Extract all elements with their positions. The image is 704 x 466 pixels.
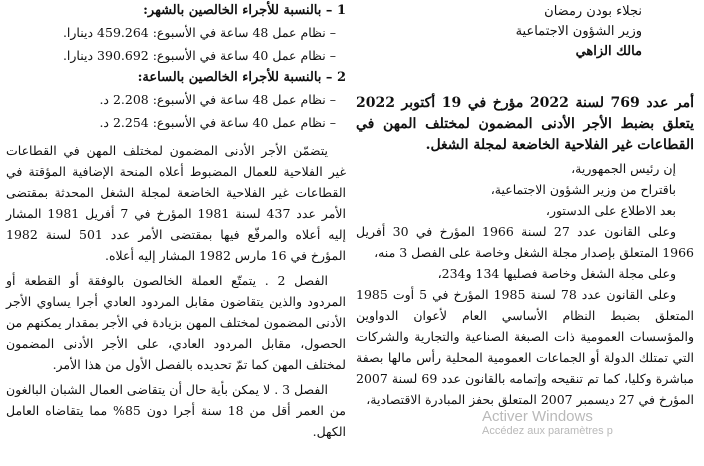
decree-column — [356, 0, 694, 410]
decree-title: أمر عدد 769 لسنة 2022 مؤرخ في 19 أكتوبر 2022 يتعلق بضبط الأجر الأدنى المضمون لمختلف المهن في القطاعات غير الفلاحية الخاضعة لمجلة الشغل. — [356, 95, 694, 153]
preamble — [356, 158, 694, 410]
signature-block — [356, 3, 694, 60]
includes-paragraph: يتضمّن الأجر الأدنى المضمون لمختلف المهن في القطاعات غير الفلاحية للعمال المضبوط أعلاه المنحة الإضافية المؤقتة في القطاعات غير الفلاحية الخاضعة لمجلة الشغل المحدثة بمقتضى الأمر عدد 437 لسنة 1981 المؤرخ في 7 أفريل 1981 المشار إليه أعلاه والمرفّع فيها بمقتضى الأمر عدد 501 لسنة 1982 المؤرخ في 16 مارس 1982 المشار إليه أعلاه. — [6, 143, 346, 263]
preamble-line: باقتراح من وزير الشؤون الاجتماعية، — [490, 182, 676, 197]
activation-watermark — [482, 408, 613, 437]
monthly-heading: 1 – بالنسبة للأجراء الخالصين بالشهر: — [143, 3, 346, 18]
preamble-line: وعلى القانون عدد 78 لسنة 1985 المؤرخ في 5 أوت 1985 المتعلق بضبط النظام الأساسي العام لأعوان الدواوين والمؤسسات العمومية ذات الصبغة الصناعية والتجارية والشركات التي تمتلك الدولة أو الجماعات العمومية المحلية رأس مالها بصفة مباشرة وكليا، كما تم تنقيحه وإتمامه بالقانون عدد 69 لسنة 2007 المؤرخ في 27 ديسمبر 2007 المتعلق بحفز المبادرة الاقتصادية، — [356, 287, 694, 407]
preamble-line: وعلى القانون عدد 27 لسنة 1966 المؤرخ في 30 أفريل 1966 المتعلق بإصدار مجلة الشغل وخاصة على الفصل 3 منه، — [356, 224, 694, 260]
watermark-line-1: Activer Windows — [482, 408, 593, 425]
monthly-section — [6, 0, 346, 67]
article-3: الفصل 3 . لا يمكن بأية حال أن يتقاضى العمال الشبان البالغون من العمر أقل من 18 سنة أجرا دون 85% مما يتقاضاه العامل الكهل. — [6, 382, 346, 439]
preamble-line: بعد الاطلاع على الدستور، — [545, 203, 676, 218]
signature-author: نجلاء بودن رمضان — [544, 4, 642, 19]
hourly-section — [6, 67, 346, 134]
articles-column — [6, 0, 346, 442]
preamble-line: إن رئيس الجمهورية، — [571, 161, 676, 176]
monthly-item: – نظام عمل 48 ساعة في الأسبوع: 459.264 دينارا. — [6, 21, 346, 44]
article-2: الفصل 2 . يتمتّع العملة الخالصون بالوفقة أو القطعة أو المردود والذين يتقاضون مقابل المردود العادي أجرا يساوي الأجر الأدنى المضمون لمختلف المهن بزيادة في الأجر بمقدار يمكنهم من الحصول، مقابل المردود العادي، على الأجر الأدنى المضمون لمختلف المهن كما تمّ تحديده بالفصل الأول من هذا الأمر. — [6, 273, 346, 372]
watermark-line-2: Accédez aux paramètres p — [482, 425, 613, 437]
preamble-line: وعلى مجلة الشغل وخاصة فصليها 134 و234، — [437, 266, 676, 281]
hourly-item: – نظام عمل 40 ساعة في الأسبوع: 2.254 د. — [6, 111, 346, 134]
signature-role: وزير الشؤون الاجتماعية — [515, 24, 642, 39]
hourly-item: – نظام عمل 48 ساعة في الأسبوع: 2.208 د. — [6, 88, 346, 111]
hourly-heading: 2 – بالنسبة للأجراء الخالصين بالساعة: — [137, 70, 346, 85]
signature-minister: مالك الزاهي — [575, 44, 642, 59]
monthly-item: – نظام عمل 40 ساعة في الأسبوع: 390.692 دينارا. — [6, 44, 346, 67]
